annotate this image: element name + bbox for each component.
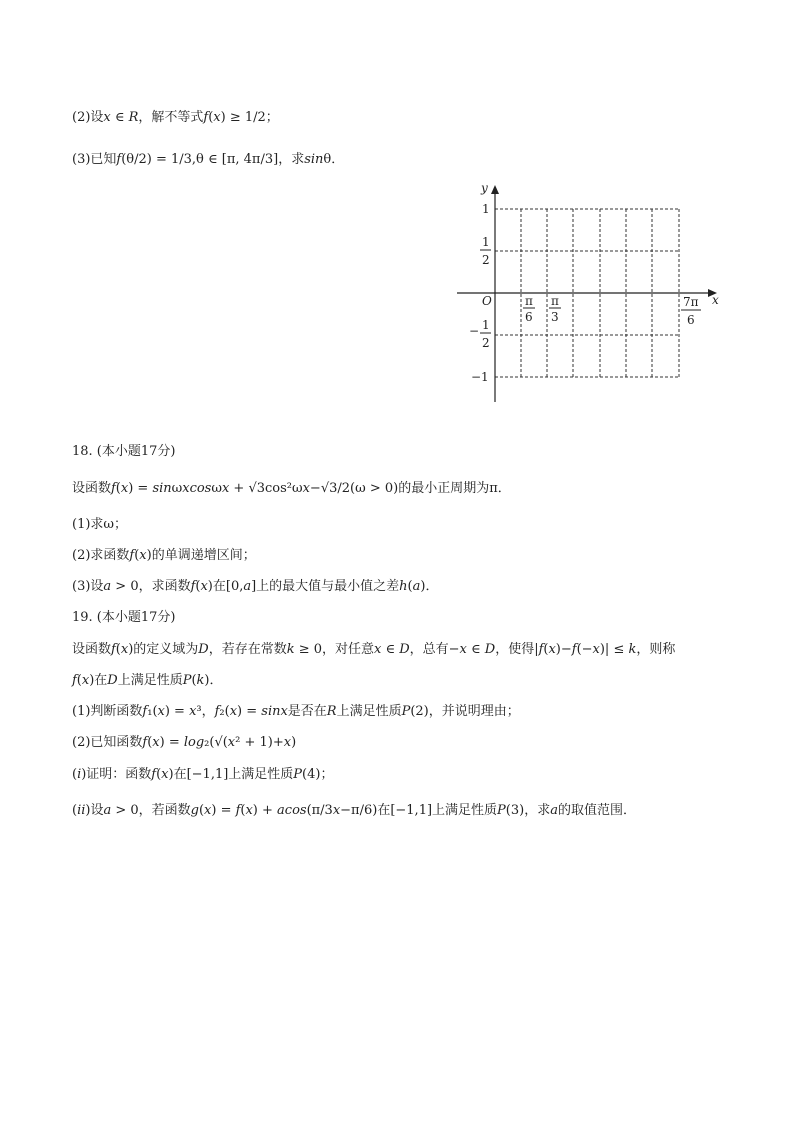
y-axis-label: y — [481, 181, 488, 195]
svg-text:1: 1 — [482, 235, 490, 249]
problem19-part2-ii: (𝑖𝑖)设𝑎 > 0，若函数𝑔(𝑥) = 𝑓(𝑥) + 𝑎𝑐𝑜𝑠(π/3𝑥−π/6)在[−1,1]上满足性质𝑃(3)，求𝑎的取值范围． — [72, 803, 636, 818]
problem19-part2: (2)已知函数𝑓(𝑥) = 𝑙𝑜𝑔₂(√(𝑥² + 1)+𝑥) — [72, 735, 297, 750]
problem17-part3: (3)已知𝑓(θ/2) = 1/3,θ ∈ [π, 4π/3]，求𝑠𝑖𝑛θ． — [72, 152, 345, 167]
svg-text:π: π — [551, 294, 559, 308]
svg-text:6: 6 — [687, 313, 695, 327]
problem17-part2: (2)设𝑥 ∈ 𝑅，解不等式𝑓(𝑥) ≥ 1/2； — [72, 110, 279, 125]
x-tick-7pi-6 — [681, 295, 701, 327]
y-tick-neg-half — [469, 318, 491, 350]
origin-label: O — [482, 294, 492, 308]
svg-text:3: 3 — [551, 310, 559, 324]
x-axis-label: x — [712, 293, 719, 307]
x-tick-pi-3 — [549, 294, 561, 324]
problem18-stem: 设函数𝑓(𝑥) = 𝑠𝑖𝑛ω𝑥𝑐𝑜𝑠ω𝑥 + √3cos²ω𝑥−√3/2(ω > 0)的最小正周期为π． — [72, 481, 511, 496]
svg-text:2: 2 — [482, 253, 490, 267]
x-tick-pi-6 — [523, 294, 535, 324]
svg-text:π: π — [525, 294, 533, 308]
y-tick-1: 1 — [482, 202, 490, 216]
problem18-part1: (1)求ω； — [72, 517, 128, 532]
problem19-stem-line2: 𝑓(𝑥)在𝐷上满足性质𝑃(𝑘)． — [72, 673, 223, 688]
problem18-header: 18. (本小题17分) — [72, 444, 176, 459]
svg-text:7π: 7π — [683, 295, 699, 309]
svg-text:1: 1 — [482, 318, 490, 332]
problem18-part3: (3)设𝑎 > 0，求函数𝑓(𝑥)在[0,𝑎]上的最大值与最小值之差ℎ(𝑎)． — [72, 579, 439, 594]
problem19-stem-line1: 设函数𝑓(𝑥)的定义域为𝐷，若存在常数𝑘 ≥ 0，对任意𝑥 ∈ 𝐷，总有−𝑥 ∈ 𝐷，使得|𝑓(𝑥)−𝑓(−𝑥)| ≤ 𝑘，则称 — [72, 642, 676, 657]
svg-text:6: 6 — [525, 310, 533, 324]
problem18-part2: (2)求函数𝑓(𝑥)的单调递增区间； — [72, 548, 256, 563]
coordinate-grid-graph — [455, 178, 725, 408]
svg-text:−: − — [469, 324, 480, 338]
problem19-header: 19. (本小题17分) — [72, 610, 176, 625]
svg-text:2: 2 — [482, 336, 490, 350]
problem19-part2-i: (𝑖)证明：函数𝑓(𝑥)在[−1,1]上满足性质𝑃(4)； — [72, 767, 334, 782]
y-tick-half — [480, 235, 491, 267]
problem19-part1: (1)判断函数𝑓₁(𝑥) = 𝑥³，𝑓₂(𝑥) = 𝑠𝑖𝑛𝑥是否在𝑅上满足性质𝑃(2)，并说明理由； — [72, 704, 520, 719]
y-tick-neg-1: −1 — [471, 370, 489, 384]
